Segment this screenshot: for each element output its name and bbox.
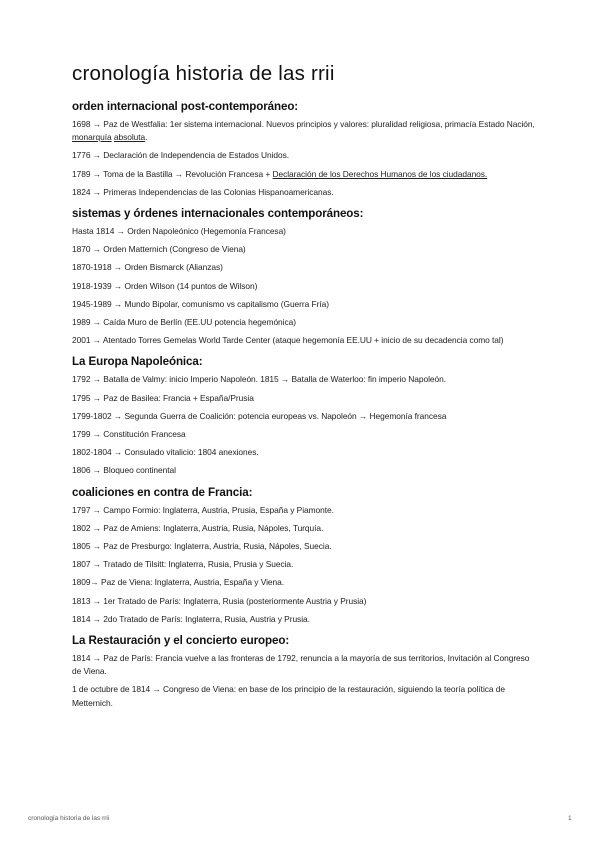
entry-text: 1802 → Paz de Amiens: Inglaterra, Austria, Rusia, Nápoles, Turquía. <box>72 522 324 533</box>
timeline-entry <box>72 334 538 347</box>
entry-text: 1807 → Tratado de Tilsitt: Inglaterra, Rusia, Prusia y Suecia. <box>72 559 294 570</box>
timeline-entry <box>72 595 538 608</box>
timeline-entry <box>72 613 538 626</box>
page-number: 1 <box>568 815 572 822</box>
timeline-entry <box>72 298 538 311</box>
timeline-entry <box>72 558 538 571</box>
timeline-entry <box>72 149 538 162</box>
entry-text: 1802-1804 → Consulado vitalicio: 1804 anexiones. <box>72 447 259 458</box>
inline-link[interactable]: absoluta <box>113 132 146 143</box>
entry-text: 1805 → Paz de Presburgo: Inglaterra, Austria, Rusia, Nápoles, Suecia. <box>72 541 332 552</box>
page-footer: cronología historia de las rrii <box>28 815 110 822</box>
sections-container <box>72 100 538 710</box>
timeline-entry <box>72 410 538 423</box>
timeline-entry <box>72 522 538 535</box>
timeline-entry <box>72 464 538 477</box>
section-heading: coaliciones en contra de Francia: <box>72 485 253 499</box>
section-heading: La Europa Napoleónica: <box>72 355 203 369</box>
entry-text: 1806 → Bloqueo continental <box>72 465 176 476</box>
timeline-entry <box>72 118 538 144</box>
timeline-entry <box>72 540 538 553</box>
entry-text: 1918-1939 → Orden Wilson (14 puntos de Wilson) <box>72 280 258 291</box>
entry-text: 1809→ Paz de Viena: Inglaterra, Austria, España y Viena. <box>72 577 284 588</box>
entry-text: 2001 → Atentado Torres Gemelas World Tarde Center (ataque hegemonía EE.UU + inicio de su decadencia como tal) <box>72 335 504 346</box>
timeline-entry <box>72 225 538 238</box>
entry-text: 1945-1989 → Mundo Bipolar, comunismo vs capitalismo (Guerra Fría) <box>72 298 329 309</box>
entry-text: . <box>145 132 148 143</box>
entry-text: 1698 → Paz de Westfalia: 1er sistema internacional. Nuevos principios y valores: pluralidad religiosa, primacía Estado Nación, <box>72 119 535 129</box>
inline-link[interactable]: Declaración de los Derechos Humanos de los ciudadanos. <box>272 168 488 179</box>
entry-text: 1776 → Declaración de Independencia de Estados Unidos. <box>72 150 290 161</box>
entry-text: 1814 → 2do Tratado de París: Inglaterra, Rusia, Austria y Prusia. <box>72 613 310 624</box>
entry-text: 1989 → Caída Muro de Berlín (EE.UU potencia hegemónica) <box>72 317 296 328</box>
timeline-entry <box>72 280 538 293</box>
entry-text: 1870-1918 → Orden Bismarck (Alianzas) <box>72 262 223 273</box>
timeline-entry <box>72 576 538 589</box>
timeline-entry <box>72 392 538 405</box>
entry-text: 1814 → Paz de París: Francia vuelve a las fronteras de 1792, renuncia a la mayoría de sus territorios, Invitación al Congreso de Viena. <box>72 653 530 677</box>
section-heading: sistemas y órdenes internacionales contemporáneos: <box>72 207 364 221</box>
timeline-entry <box>72 243 538 256</box>
entry-text: 1789 → Toma de la Bastilla → Revolución Francesa + <box>72 168 273 179</box>
timeline-entry <box>72 186 538 199</box>
timeline-entry <box>72 316 538 329</box>
inline-link[interactable]: monarquía <box>72 132 112 143</box>
section-heading: La Restauración y el concierto europeo: <box>72 634 290 648</box>
timeline-entry <box>72 683 538 709</box>
entry-text: 1795 → Paz de Basilea: Francia + España/Prusia <box>72 392 254 403</box>
timeline-entry <box>72 504 538 517</box>
entry-text: Hasta 1814 → Orden Napoleónico (Hegemonía Francesa) <box>72 226 286 237</box>
timeline-entry <box>72 373 538 386</box>
document-page <box>72 62 538 715</box>
entry-text: 1824 → Primeras Independencias de las Colonias Hispanoamericanas. <box>72 186 334 197</box>
entry-text: 1792 → Batalla de Valmy: inicio Imperio Napoleón. 1815 → Batalla de Waterloo: fin imperio Napoleón. <box>72 374 446 385</box>
entry-text: 1799 → Constitución Francesa <box>72 429 186 440</box>
timeline-entry <box>72 446 538 459</box>
entry-text: 1870 → Orden Matternich (Congreso de Viena) <box>72 244 246 255</box>
entry-text: 1799-1802 → Segunda Guerra de Coalición: potencia europeas vs. Napoleón → Hegemonía francesa <box>72 410 447 421</box>
timeline-entry <box>72 261 538 274</box>
timeline-entry <box>72 652 538 678</box>
page-title: cronología historia de las rrii <box>72 62 335 85</box>
timeline-entry <box>72 428 538 441</box>
entry-text: 1813 → 1er Tratado de París: Inglaterra, Rusia (posteriormente Austria y Prusia) <box>72 595 367 606</box>
entry-text: 1 de octubre de 1814 → Congreso de Viena: en base de los principio de la restauración, siguiendo la teoría política de Metternich. <box>72 684 505 708</box>
section-heading: orden internacional post-contemporáneo: <box>72 100 299 113</box>
timeline-entry <box>72 168 538 181</box>
entry-text: 1797 → Campo Formio: Inglaterra, Austria, Prusia, España y Piamonte. <box>72 504 334 515</box>
